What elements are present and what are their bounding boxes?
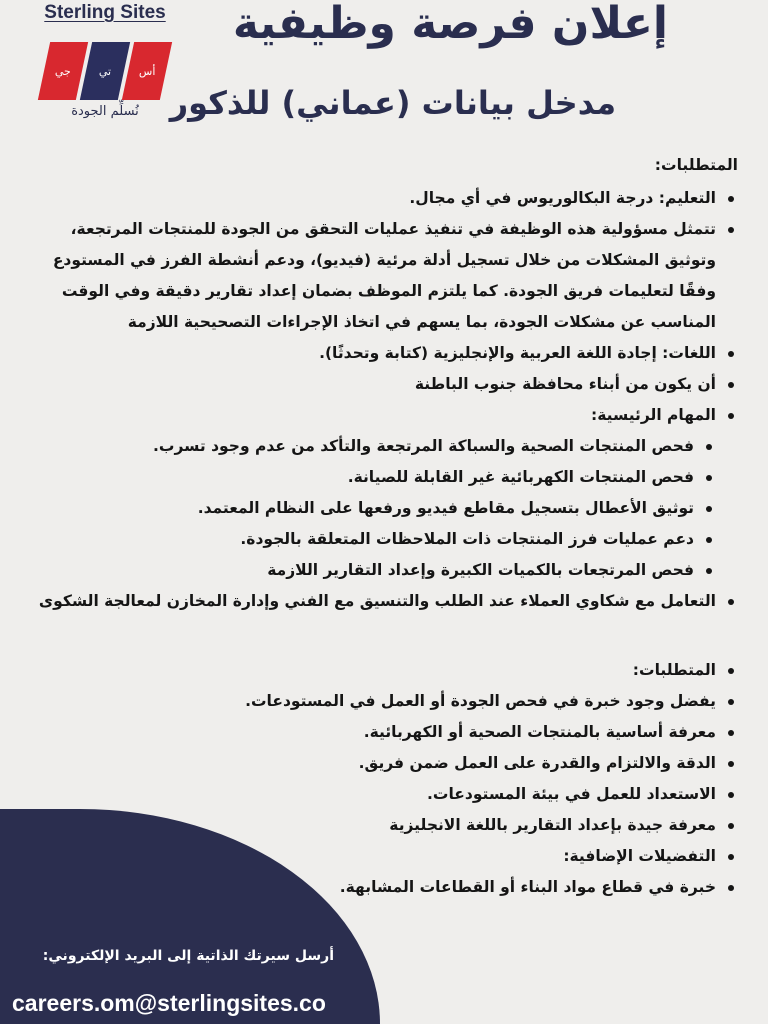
requirements-heading-2: المتطلبات: <box>24 655 738 686</box>
list-item: التعامل مع شكاوي العملاء عند الطلب والتنسيق مع الفني وإدارة المخازن لمعالجة الشكوى <box>24 586 738 617</box>
logo-block-2: تي <box>80 42 130 100</box>
list-item: فحص المنتجات الصحية والسباكة المرتجعة والتأكد من عدم وجود تسرب. <box>24 431 738 462</box>
list-item: فحص المنتجات الكهربائية غير القابلة للصيانة. <box>24 462 738 493</box>
logo-block-3: أس <box>122 42 172 100</box>
list-item: الاستعداد للعمل في بيئة المستودعات. <box>24 779 738 810</box>
list-item: خبرة في قطاع مواد البناء أو القطاعات المشابهة. <box>24 872 738 903</box>
main-tasks-heading: المهام الرئيسية: <box>24 400 738 431</box>
requirements-list <box>24 183 738 617</box>
apply-instructions: أرسل سيرتك الذاتية إلى البريد الإلكتروني: <box>42 948 334 964</box>
list-item: التعليم: درجة البكالوريوس في أي مجال. <box>24 183 738 214</box>
logo-block-1: جي <box>38 42 88 100</box>
section-gap <box>24 617 738 655</box>
brand-name: Sterling Sites <box>44 2 166 23</box>
list-item: الدقة والالتزام والقدرة على العمل ضمن فريق. <box>24 748 738 779</box>
job-title: مدخل بيانات (عماني) للذكور <box>169 84 616 122</box>
list-item: دعم عمليات فرز المنتجات ذات الملاحظات المتعلقة بالجودة. <box>24 524 738 555</box>
list-item: توثيق الأعطال بتسجيل مقاطع فيديو ورفعها على النظام المعتمد. <box>24 493 738 524</box>
list-item: معرفة جيدة بإعداد التقارير باللغة الانجليزية <box>24 810 738 841</box>
brand-tagline: نُسلِّم الجودة <box>71 104 139 119</box>
contact-email[interactable]: careers.om@sterlingsites.co <box>12 990 326 1016</box>
list-item: يفضل وجود خبرة في فحص الجودة أو العمل في المستودعات. <box>24 686 738 717</box>
brand-logo <box>30 42 180 100</box>
list-item: معرفة أساسية بالمنتجات الصحية أو الكهربائية. <box>24 717 738 748</box>
list-item: فحص المرتجعات بالكميات الكبيرة وإعداد التقارير اللازمة <box>24 555 738 586</box>
job-details <box>24 150 738 903</box>
list-item: اللغات: إجادة اللغة العربية والإنجليزية (كتابة وتحدثًا). <box>24 338 738 369</box>
preferences-heading: التفضيلات الإضافية: <box>24 841 738 872</box>
list-item: تتمثل مسؤولية هذه الوظيفة في تنفيذ عمليات التحقق من الجودة للمنتجات المرتجعة، وتوثيق المشكلات من خلال تسجيل أدلة مرئية (فيديو)، ودعم أنشطة الفرز في المستودع وفقًا لتعليمات فريق الجودة. كما يلتزم الموظف بضمان إعداد تقارير دقيقة وفي الوقت المناسب عن مشكلات الجودة، بما يسهم في اتخاذ الإجراءات التصحيحية اللازمة <box>24 214 738 338</box>
list-item: أن يكون من أبناء محافظة جنوب الباطنة <box>24 369 738 400</box>
requirements-heading: المتطلبات: <box>654 156 738 174</box>
page-title: إعلان فرصة وظيفية <box>232 0 668 49</box>
brand-block <box>30 0 180 119</box>
